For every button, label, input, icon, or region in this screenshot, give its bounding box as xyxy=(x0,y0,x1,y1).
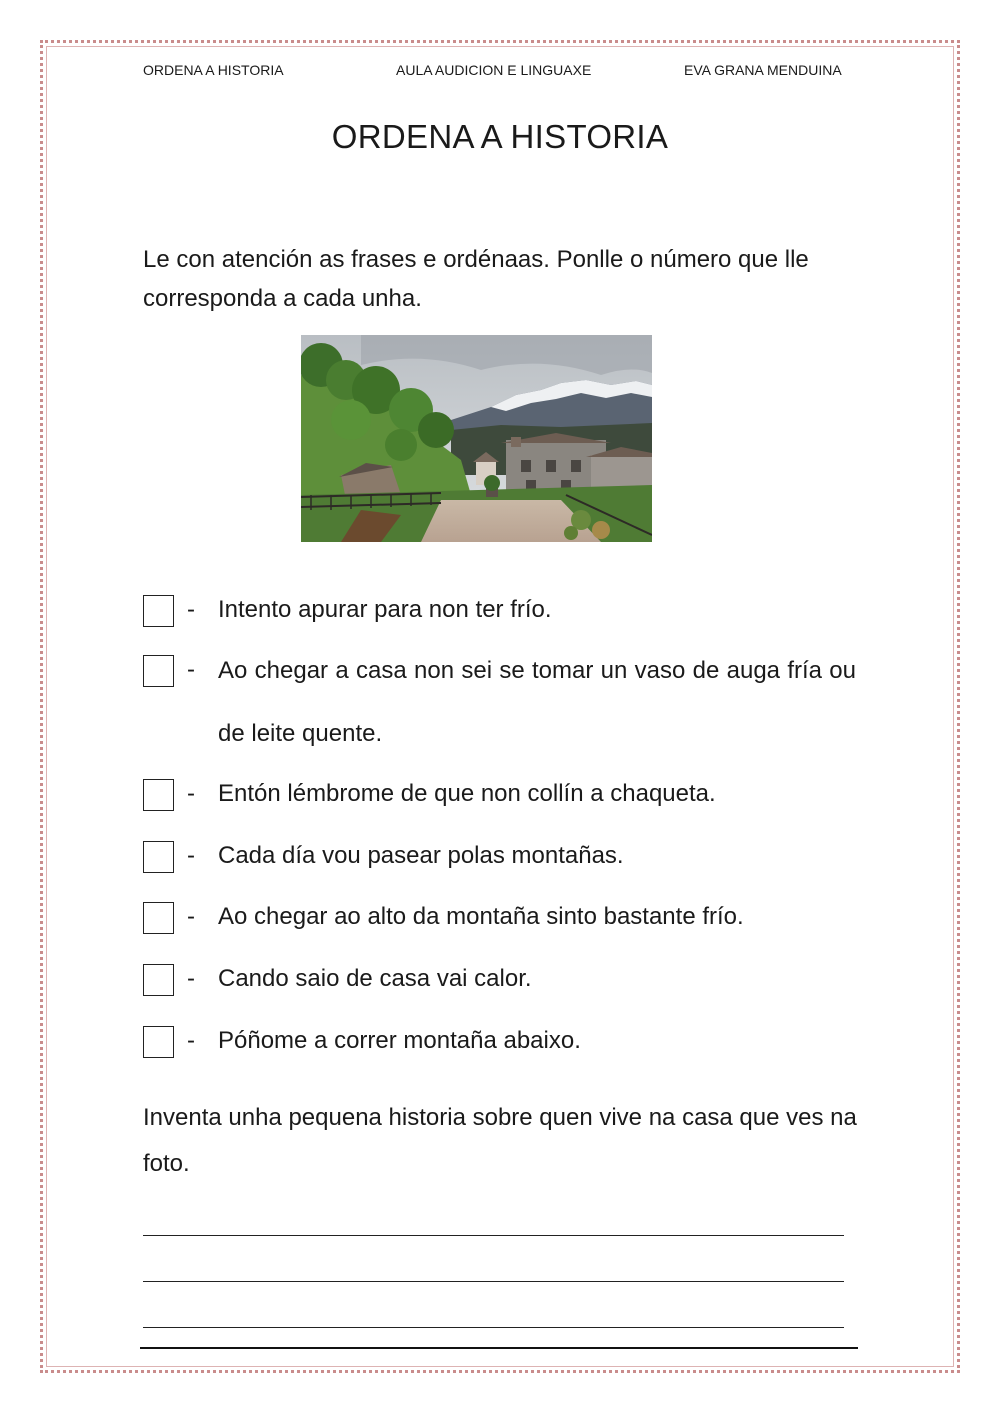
list-dash: - xyxy=(187,596,195,623)
sentence-text: Cando saio de casa vai calor. xyxy=(218,965,532,992)
list-dash: - xyxy=(187,965,195,992)
sentence-text: Intento apurar para non ter frío. xyxy=(218,596,552,623)
instructions-text: Le con atención as frases e ordénaas. Ponlle o número que lle corresponda a cada unha. xyxy=(143,246,809,312)
page-title: ORDENA A HISTORIA xyxy=(331,118,669,155)
list-item xyxy=(143,841,863,881)
list-item xyxy=(143,595,863,635)
order-number-box[interactable] xyxy=(143,902,174,934)
sentence-text: Entón lémbrome de que non collín a chaqueta. xyxy=(218,780,716,807)
list-dash: - xyxy=(187,656,195,683)
list-dash: - xyxy=(187,1027,195,1054)
list-item xyxy=(143,655,863,755)
list-item xyxy=(143,779,863,819)
page-header xyxy=(143,62,858,80)
list-item xyxy=(143,1026,863,1066)
writing-line[interactable] xyxy=(143,1281,844,1282)
order-number-box[interactable] xyxy=(143,595,174,627)
writing-line[interactable] xyxy=(143,1235,844,1236)
order-number-box[interactable] xyxy=(143,655,174,687)
header-left-text: ORDENA A HISTORIA xyxy=(143,62,284,78)
writing-line[interactable] xyxy=(143,1327,844,1328)
order-number-box[interactable] xyxy=(143,964,174,996)
order-number-box[interactable] xyxy=(143,841,174,873)
list-dash: - xyxy=(187,780,195,807)
header-right-text: EVA GRANA MENDUINA xyxy=(684,62,842,78)
footer-divider xyxy=(140,1347,858,1349)
order-number-box[interactable] xyxy=(143,1026,174,1058)
list-dash: - xyxy=(187,842,195,869)
order-number-box[interactable] xyxy=(143,779,174,811)
mountain-village-photo xyxy=(301,335,652,542)
list-dash: - xyxy=(187,903,195,930)
list-item xyxy=(143,902,863,942)
sentence-text: Póñome a correr montaña abaixo. xyxy=(218,1027,581,1054)
sentence-text: Ao chegar ao alto da montaña sinto bastante frío. xyxy=(218,903,744,930)
list-item xyxy=(143,964,863,1004)
sentence-text: Ao chegar a casa non sei se tomar un vaso de auga fría ou de leite quente. xyxy=(218,657,856,747)
header-center-text: AULA AUDICION E LINGUAXE xyxy=(396,62,592,78)
writing-prompt: Inventa unha pequena historia sobre quen vive na casa que ves na foto. xyxy=(143,1104,857,1177)
sentence-text: Cada día vou pasear polas montañas. xyxy=(218,842,624,869)
